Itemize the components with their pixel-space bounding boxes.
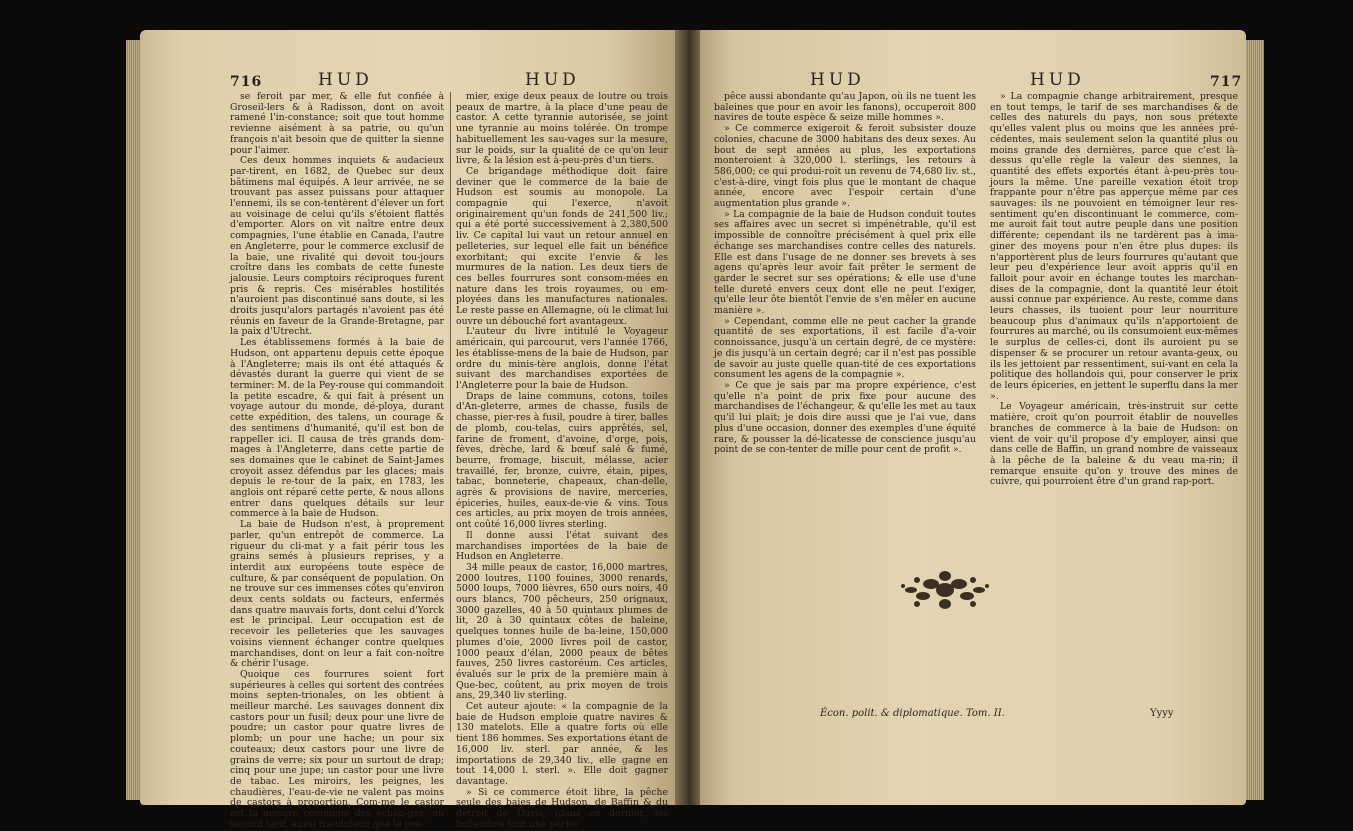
running-head-right-2: HUD [1030, 70, 1085, 90]
running-head-right-1: HUD [810, 70, 865, 90]
paragraph: pêce aussi abondante qu'au Japon, où ils ne tuent les baleines que pour en avoir les fanons), occuperoit 800 navires de toute espèce & seize mille hommes ». [714, 91, 976, 124]
signature-mark: Yyyy [1150, 708, 1174, 719]
paragraph: Ces deux hommes inquiets & audacieux par-tirent, en 1682, de Quebec sur deux bâtimens mal équipés. A leur arrivée, ne se trouvant pas assez puissans pour attaquer l'ennemi, ils se con-tentèrent d'élever un fort au voisinage de celui qu'ils s'étoient flattés d'emporter. Alors on vit naître entre deux compagnies, l'une établie en Canada, l'autre en Angleterre, pour le commerce exclusif de la baie, une rivalité qui devoit tou-jours croître dans les combats de cette funeste jalousie. Leurs comptoirs réciproques furent pris & repris. Ces misérables hostilités n'auroient pas discontinué sans doute, si les droits jusqu'alors partagés n'avoient pas été réunis en faveur de la Grande-Bretagne, par la paix d'Utrecht. [230, 155, 444, 338]
paragraph: Quoique ces fourrures soient fort supérieures à celles qui sortent des contrées moins septen-trionales, on les obtient à meilleur marché. Les sauvages donnent dix castors pour un fusil; deux pour une livre de poudre; un castor pour quatre livres de plomb; un pour une hache; un pour six couteaux; deux castors pour une livre de grains de verre; six pour un surtout de drap; cinq pour une jupe; un castor pour une livre de tabac. Les miroirs, les peignes, les chaudières, l'eau-de-vie ne valent pas moins de castors à proportion. Com-me le castor est la mesure commune des échan-ges, un second tarif, aussi frauduleux que le pre- [230, 668, 444, 830]
page-number-left: 716 [230, 74, 263, 90]
footer-title: Écon. polit. & diplomatique. Tom. II. [820, 708, 1005, 719]
paragraph: La baie de Hudson n'est, à proprement parler, qu'un entrepôt de commerce. La rigueur du cli-mat y a fait périr tous les grains semés à plusieurs reprises, y a interdit aux européens toute espèce de culture, & par conséquent de population. On ne trouve sur ces immenses côtes qu'environ deux cents soldats ou facteurs, enfermés dans quatre mauvais forts, dont celui d'Yorck est le principal. Leur occupation est de recevoir les pelleteries que les sauvages voisins viennent échanger contre quelques marchandises, dont on leur a fait con-noître & chérir l'usage. [230, 519, 444, 670]
paragraph: Il donne aussi l'état suivant des marchandises importées de la baie de Hudson en Angleterre. [456, 529, 668, 563]
left-column-2 [456, 92, 668, 831]
paragraph: » La compagnie de la baie de Hudson conduit toutes ses affaires avec un secret si impénétrable, qu'il est impossible de connoître précisément à quel prix elle échange ses marchandises contre celles des naturels. Elle est dans l'usage de ne donner ses brevets à ses agens qu'après leur avoir fait prêter le serment de garder le secret sur ses opérations; & elle use d'une telle dureté envers ceux dont elle ne peut l'exiger, qu'elle leur ôte bientôt l'envie de s'en mêler en aucune manière ». [714, 208, 976, 317]
paragraph: Cet auteur ajoute: « la compagnie de la baie de Hudson emploie quatre navires & 130 matelots. Elle a quatre forts où elle tient 186 hommes. Ses exportations étant de 16,000 liv. sterl. par année, & les importations de 29,340 liv., elle gagne en tout 14,000 l. sterl. ». Elle doit gagner davantage. [456, 701, 668, 787]
paragraph: » Ce commerce exigeroit & feroit subsister douze colonies, chacune de 3000 habitans des deux sexes. Au bout de sept années au plus, les exportations monteroient à 320,000 l. sterlings, les retours à 586,000; ce qui produi-roit un revenu de 74,680 liv. st., c'est-à-dire, vingt fois plus que le montant de chaque année, encore avec l'espoir certain d'une augmentation plus grande ». [714, 123, 976, 210]
running-head-left-2: HUD [525, 70, 580, 90]
left-page [140, 30, 675, 830]
paragraph: » La compagnie change arbitrairement, presque en tout temps, le tarif de ses marchandises & de celles des naturels du pays, non sous prétexte qu'elles valent plus ou moins que les années pré-cédentes, mais seulement selon la quantité plus ou moins grande des dernières, parce que c'est là-dessus qu'elle règle la valeur des siennes, la quantité des effets exportés étant à-peu-près tou-jours la même. Une pareille vexation étoit trop frappante pour n'être pas apperçue même par ces sauvages: ils ne pouvoient en témoigner leur res-sentiment qu'en discontinuant le commerce, com-me auroit fait tout autre peuple dans une position différente; cependant ils ne tardèrent pas à ima-giner des moyens pour n'en être plus dupes: ils n'apportèrent plus de leurs fourrures qu'autant que leur peu d'expérience leur avoit appris qu'il en falloit pour avoir en échange toutes les marchan-dises de la compagnie, dont la quantité leur étoit aussi connue par expérience. Au reste, comme dans leurs chasses, ils tuoient pour leur nourriture beaucoup plus d'animaux qu'ils n'apportoient de fourrures au marché, ou ils consumoient eux-mêmes le surplus de celles-ci, dont ils auroient pu se dispenser & se procurer un retour avanta-geux, ou ils les jettoient par ressentiment, sui-vant en cela la politique des hollandois qui, pour conserver le prix de leurs épiceries, en jettent le superflu dans la mer ». [990, 91, 1238, 402]
paragraph: L'auteur du livre intitulé le Voyageur américain, qui parcourut, vers l'année 1766, les établisse-mens de la baie de Hudson, par ordre du minis-tère anglois, donne l'état suivant des marchandises exportées de l'Angleterre pour la baie de Hudson. [456, 326, 668, 391]
page-number-right: 717 [1210, 74, 1243, 90]
floral-ornament-icon [895, 560, 995, 620]
paragraph: » Cependant, comme elle ne peut cacher la grande quantité de ses exportations, il est facile d'a-voir connoissance, jusqu'à un certain degré, de ce mystère: je dis jusqu'à un certain degré; car il n'est pas possible de savoir au juste quelle quan-tité de ces exportations consument les agens de la compagnie ». [714, 315, 976, 381]
paragraph: » Si ce commerce étoit libre, la pêche seule des baies de Hudson, de Baffin & du détroit de Davis, (dans ce dernier, les hollandois font une pêche [456, 786, 668, 830]
page-edges-left [126, 40, 140, 800]
right-page [700, 30, 1246, 805]
paragraph: Les établissemens formés à la baie de Hudson, ont appartenu depuis cette époque à l'Angleterre; mais ils ont été attaqués & dévastés durant la guerre qui vient de se terminer: M. de la Pey-rouse qui commandoit la petite escadre, & qui fait à présent un voyage autour du monde, dé-ploya, durant cette expédition, des talens, un courage & des sentimens d'humanité, qu'il est bon de rappeller ici. Il causa de très grands dom-mages à l'Angleterre, dans cette partie de ses domaines que le cabinet de Saint-James croyoit assez défendus par les glaces; mais depuis le re-tour de la paix, en 1783, les anglois ont réparé cette perte, & nous allons entrer dans quelques détails sur leur commerce à la baie de Hudson. [230, 337, 444, 520]
running-head-left-1: HUD [318, 70, 373, 90]
paragraph: Draps de laine communs, cotons, toiles d'An-gleterre, armes de chasse, fusils de chasse, pier-res à fusil, poudre à tirer, balles de plomb, cou-telas, cuirs apprêtés, sel, farine de froment, d'avoine, d'orge, pois, fèves, drèche, lard & bœuf salé & fumé, beurre, fromage, biscuit, mélasse, acier travaillé, fer, bronze, cuivre, étain, pipes, tabac, bonneterie, chapeaux, chan-delle, agrès & provisions de navire, merceries, épiceries, huiles, eaux-de-vie & vins. Tous ces articles, au prix moyen de trois années, ont coûté 16,000 livres sterling. [456, 390, 668, 531]
paragraph: mier, exige deux peaux de loutre ou trois peaux de martre, à la place d'une peau de castor. A cette tyrannie autorisée, se joint une tyrannie au moins tolérée. On trompe habituellement les sau-vages sur la mesure, sur le poids, sur la qualité de ce qu'on leur livre, & la lésion est à-peu-près d'un tiers. [456, 91, 668, 167]
paragraph: Ce brigandage méthodique doit faire deviner que le commerce de la baie de Hudson est soumis au monopole. La compagnie qui l'exerce, n'avoit originairement qu'un fonds de 241,500 liv.; qui a été porté successivement à 2,380,500 liv. Ce capital lui vaut un retour annuel en pelleteries, sur lequel elle fait un bénéfice exorbitant; qui excite l'envie & les murmures de la nation. Les deux tiers de ces belles fourrures sont consom-mées en nature dans les trois royaumes, ou em-ployées dans les manufactures nationales. Le reste passe en Allemagne, où le climat lui ouvre un débouché fort avantageux. [456, 165, 668, 327]
left-column-1 [230, 92, 444, 831]
paragraph: se feroit par mer, & elle fut confiée à Groseil-lers & à Radisson, dont on avoit ramené l'in-constance; soit que tout homme revienne aisément à sa patrie, ou qu'un françois n'ait besoin que de quitter la sienne pour l'aimer. [230, 91, 444, 156]
right-column-2 [990, 92, 1238, 488]
paragraph: 34 mille peaux de castor, 16,000 martres, 2000 loutres, 1100 fouines, 3000 renards, 5000 loups, 7000 lièvres, 650 ours noirs, 40 ours blancs, 700 pêcheurs, 250 orignaux, 3000 gazelles, 40 à 50 quintaux plumes de lit, 20 à 30 quintaux côtes de baleine, quelques tonnes huile de ba-leine, 150,000 plumes d'oie, 2000 livres poil de castor, 1000 peaux d'élan, 2000 peaux de bêtes fauves, 250 livres castoréum. Ces articles, évalués sur le prix de la première main à Que-bec, coûtent, au prix moyen de trois ans, 29,340 liv sterling. [456, 561, 668, 702]
page-edges-right [1246, 40, 1264, 800]
right-column-1 [714, 92, 976, 456]
paragraph: » Ce que je sais par ma propre expérience, c'est qu'elle n'a point de prix fixe pour aucune des marchandises de l'échangeur, & qu'elle les met au taux qu'il lui plait; je dois dire aussi que je l'ai vue, dans plus d'une occasion, donner des exemples d'une équité rare, & pousser la dé-licatesse de conscience jusqu'au point de se con-tenter de mille pour cent de profit ». [714, 379, 976, 456]
column-rule-left [450, 92, 451, 732]
paragraph: Le Voyageur américain, très-instruit sur cette matière, croit qu'on pourroit établir de nouvelles branches de commerce à la baie de Hudson: on vient de voir qu'il propose d'y employer, ainsi que dans celle de Baffin, un grand nombre de vaisseaux à la pêche de la baleine & du veau ma-rin; il remarque ensuite qu'on y trouve des mines de cuivre, qui pourroient être d'un grand rap-port. [990, 401, 1238, 488]
